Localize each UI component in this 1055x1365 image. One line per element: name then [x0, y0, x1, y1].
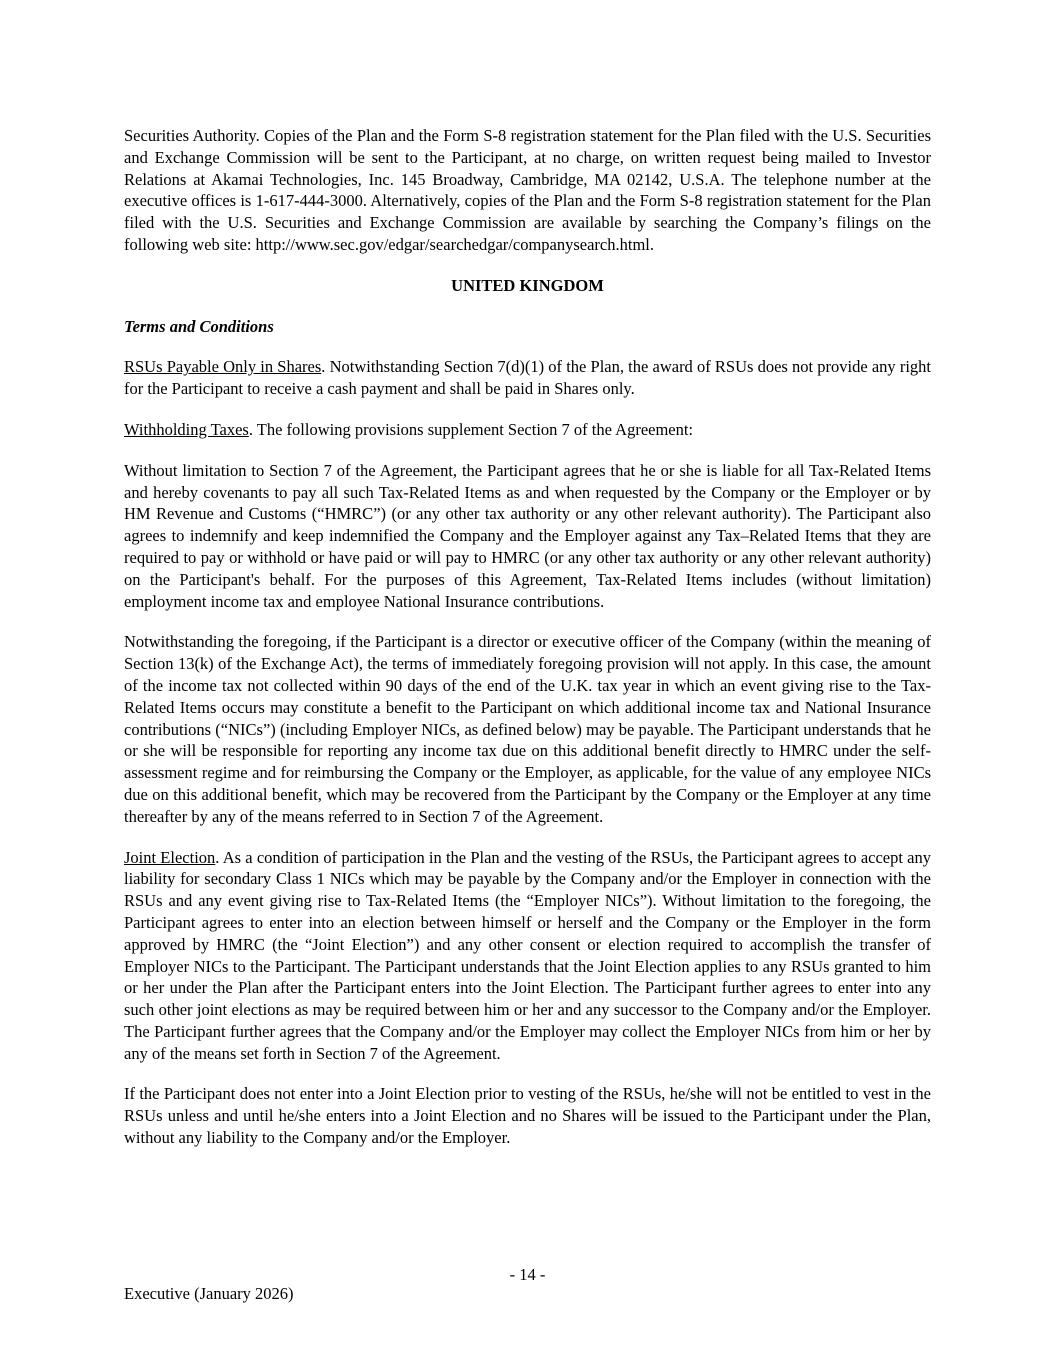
document-body [124, 125, 931, 1168]
withholding-liability-paragraph: Without limitation to Section 7 of the Agreement, the Participant agrees that he or she is liable for all Tax-Related Items and hereby covenants to pay all such Tax-Related Items as and when requested by the Company or the Employer or by HM Revenue and Customs (“HMRC”) (or any other tax authority or any other relevant authority). The Participant also agrees to indemnify and keep indemnified the Company and the Employer against any Tax–Related Items that they are required to pay or withhold or have paid or will pay to HMRC (or any other tax authority or any other relevant authority) on the Participant's behalf. For the purposes of this Agreement, Tax-Related Items includes (without limitation) employment income tax and employee National Insurance contributions. [124, 460, 931, 611]
joint-election-text: . As a condition of participation in the Plan and the vesting of the RSUs, the Participant agrees to accept any liability for secondary Class 1 NICs which may be payable by the Company and/or the Employer in connection with the RSUs and any event giving rise to Tax-Related Items (the “Employer NICs”). Without limitation to the foregoing, the Participant agrees to enter into an election between himself or herself and the Company or the Employer in the form approved by HMRC (the “Joint Election”) and any other consent or election required to accomplish the transfer of Employer NICs to the Participant. The Participant understands that the Joint Election applies to any RSUs granted to him or her under the Plan after the Participant enters into the Joint Election. The Participant further agrees to enter into any such other joint elections as may be required between him or her and any successor to the Company and/or the Employer. The Participant further agrees that the Company and/or the Employer may collect the Employer NICs from him or her by any of the means set forth in Section 7 of the Agreement. [124, 847, 931, 1063]
final-paragraph: If the Participant does not enter into a Joint Election prior to vesting of the RSUs, he/she will not be entitled to vest in the RSUs unless and until he/she enters into a Joint Election and no Shares will be issued to the Participant under the Plan, without any liability to the Company and/or the Employer. [124, 1084, 931, 1148]
intro-text: Securities Authority. Copies of the Plan and the Form S-8 registration statement for the Plan filed with the U.S. Securities and Exchange Commission will be sent to the Participant, at no charge, on written request being mailed to Investor Relations at Akamai Technologies, Inc. 145 Broadway, Cambridge, MA 02142, U.S.A. The telephone number at the executive offices is 1-617-444-3000. Alternatively, copies of the Plan and the Form S-8 registration statement for the Plan filed with the U.S. Securities and Exchange Commission are available by searching the Company’s filings on the following web site: [124, 126, 931, 254]
rsus-payable-paragraph [124, 356, 931, 400]
intro-paragraph [124, 125, 931, 256]
country-heading: UNITED KINGDOM [451, 275, 604, 295]
joint-election-title: Joint Election [124, 847, 216, 867]
director-exception-paragraph: Notwithstanding the foregoing, if the Participant is a director or executive officer of the Company (within the meaning of Section 13(k) of the Exchange Act), the terms of immediately foregoing provision will not apply. In this case, the amount of the income tax not collected within 90 days of the end of the U.K. tax year in which an event giving rise to the Tax-Related Items occurs may constitute a benefit to the Participant on which additional income tax and National Insurance contributions (“NICs”) (including Employer NICs, as defined below) may be payable. The Participant understands that he or she will be responsible for reporting any income tax due on this additional benefit directly to HMRC under the self-assessment regime and for reimbursing the Company or the Employer, as applicable, for the value of any employee NICs due on this additional benefit, which may be recovered from the Participant by the Company or the Employer at any time thereafter by any of the means referred to in Section 7 of the Agreement. [124, 632, 931, 826]
rsus-payable-text: . Notwithstanding Section 7(d)(1) of the Plan, the award of RSUs does not provide any right for the Participant to receive a cash payment and shall be paid in Shares only. [124, 357, 931, 399]
withholding-paragraph [124, 419, 931, 441]
joint-election-paragraph [124, 847, 931, 1065]
rsus-payable-title: RSUs Payable Only in Shares [124, 357, 322, 377]
section-heading: Terms and Conditions [124, 316, 274, 336]
withholding-text: . The following provisions supplement Section 7 of the Agreement: [248, 419, 694, 439]
sec-website-url: http://www.sec.gov/edgar/searchedgar/companysearch.html. [255, 234, 654, 254]
page-number: - 14 - [509, 1265, 546, 1284]
footer-label: Executive (January 2026) [124, 1284, 294, 1303]
withholding-title: Withholding Taxes [124, 419, 249, 439]
